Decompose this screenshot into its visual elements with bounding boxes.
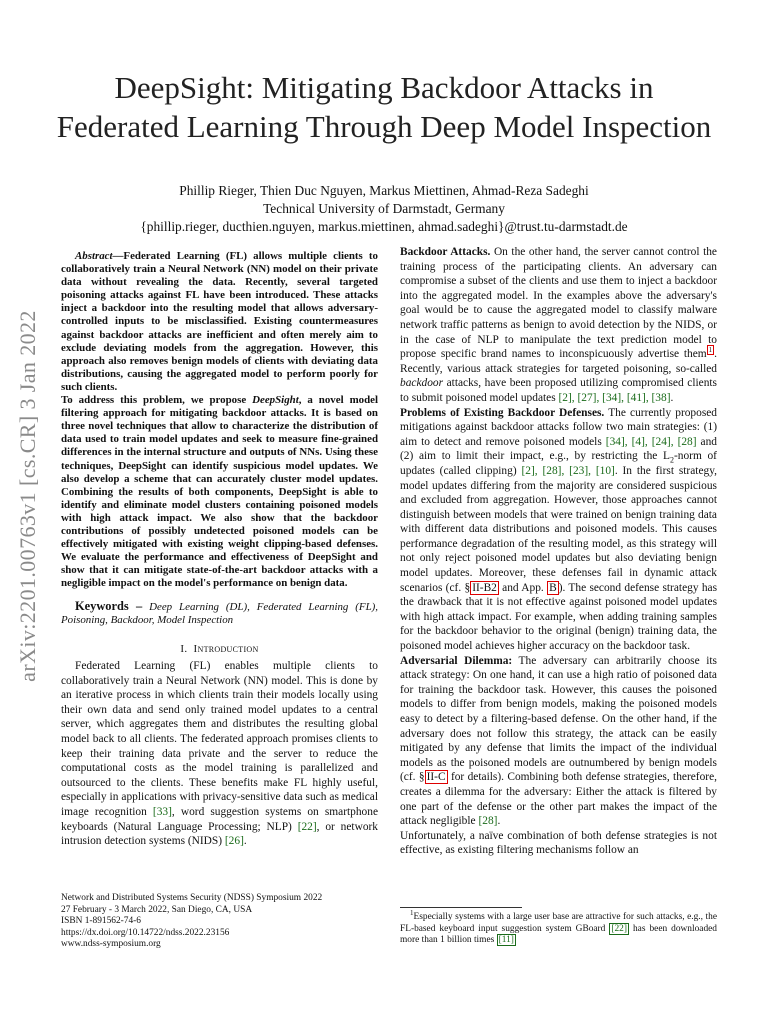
arxiv-id: arXiv:2201.00763v1 [cs.CR] 3 Jan 2022	[15, 310, 40, 682]
citation-link[interactable]: [11]	[498, 935, 514, 946]
citation-links[interactable]: [34], [4], [24], [28]	[605, 435, 697, 448]
venue-website-link[interactable]: www.ndss-symposium.org	[61, 939, 161, 950]
right-text-1: On the other hand, the server cannot control the training process of the participating clients. An adversary can compromise a subset of the clients and use them to inject a backdoor into the aggregated model. In the examples above the adversary's goal would be to cause the aggregated model to classify malware network traffic patterns as benign to avoid detection by the NIDS, or in the case of NLP to manipulate the text prediction model to propose specific brand names to inconspicuously advertise them	[400, 246, 717, 361]
arxiv-stamp	[14, 286, 42, 706]
footnote-mark: 1	[410, 908, 414, 917]
citation-link[interactable]: [22]	[297, 820, 317, 833]
title-line-2: Federated Learning Through Deep Model Inspection	[56, 109, 712, 144]
venue-line: ISBN 1-891562-74-6	[61, 916, 141, 927]
venue-info	[61, 893, 391, 951]
footnote-text	[400, 908, 717, 947]
right-text-3b: for details). Combining both defense strategies, therefore, creates a dilemma for the adversary: Either the attack is filtered by one part of the defense or the other part makes the impact of the attack negligible	[400, 771, 717, 828]
intro-text-3: , or network intrusion detection systems (NIDS)	[61, 820, 379, 848]
backdoor-attacks-heading: Backdoor Attacks.	[400, 246, 491, 258]
section-heading	[61, 643, 378, 655]
defenses-heading: Problems of Existing Backdoor Defenses.	[400, 406, 605, 419]
citation-link[interactable]: [33]	[152, 805, 172, 818]
footnote-text-1: Especially systems with a large user base are attractive for such attacks, e.g., the FL-based keyboard input suggestion system GBoard	[400, 912, 717, 934]
intro-paragraph	[61, 659, 378, 849]
citation-links[interactable]: [2], [27], [34], [41], [38]	[558, 391, 671, 404]
footnote	[400, 908, 717, 947]
citation-link[interactable]: [28]	[478, 815, 498, 828]
right-text-2f: ). The second defense strategy has the drawback that it is not effective against poisoned model updates with high attack impact. For example, when adding training samples for the backdoor behavior to the original (benign) training data, the poisoned model achieves higher accuracy on the backdoor task.	[400, 581, 718, 653]
right-text-1-em: backdoor	[400, 377, 444, 390]
paper-title	[0, 68, 768, 146]
keywords	[61, 600, 378, 627]
keywords-text: Deep Learning (DL), Federated Learning (FL), Poisoning, Backdoor, Model Inspection	[61, 601, 378, 627]
citation-link[interactable]: [26]	[224, 835, 244, 848]
footnote-text-2: has been downloaded more than 1 billion times	[400, 923, 717, 946]
section-ref-link[interactable]: II-B2	[472, 581, 497, 594]
author-affiliation: Technical University of Darmstadt, Germany	[263, 201, 505, 216]
citation-links[interactable]: [2], [28], [23], [10]	[521, 464, 615, 477]
right-column	[400, 245, 717, 858]
naive-combination-paragraph: Unfortunately, a naïve combination of both defense strategies is not effective, as existing filtering mechanisms follow an	[400, 829, 717, 857]
appendix-ref-link[interactable]: B	[549, 581, 557, 594]
right-text-2b: and (2) aim to limit their impact, e.g., by restricting the L	[400, 435, 717, 463]
dilemma-paragraph: Adversarial Dilemma: The adversary can arbitrarily choose its attack strategy: On one hand, it can use a high ratio of poisoned data for training the backdoor task. However, this causes the poisoned models to differ from benign models, making the poisoned models easy to detect by a filtering-based defense. On the other hand, if the adversary does not follow this strategy, the attack can be easily mitigated by any defense that limits the impact of the individual models as the poisoned models are outnumbered by benign models (cf. § II-C for details). Combining both defense strategies, therefore, creates a dilemma for the adversary: Either the attack is filtered by one part of the defense or the other part makes the impact of the attack negligible [28].	[400, 654, 717, 828]
citation-link[interactable]: [22]	[611, 923, 627, 934]
dilemma-heading: Adversarial Dilemma:	[400, 654, 513, 667]
footnote-rule	[400, 907, 522, 908]
abstract-text-1: Federated Learning (FL) allows multiple clients to collaboratively train a Neural Network (NN) model on their private data without revealing the data. Recently, several targeted poisoning attacks against FL have been introduced. These attacks inject a backdoor into the resulting model that allows adversary-controlled inputs to be misclassified. Existing countermeasures against backdoor attacks are inefficient and often merely aim to exclude deviating models from the aggregation. However, this approach also removes benign models of clients with deviating data distributions, causing the aggregated model to perform poorly for such clients.	[61, 250, 378, 393]
intro-text-4: .	[243, 835, 247, 848]
author-emails: {phillip.rieger, ducthien.nguyen, markus.miettinen, ahmad.sadeghi}@trust.tu-darmstadt.de	[140, 219, 628, 234]
abstract-text-2b: , a novel model filtering approach for mitigating backdoor attacks. It is based on three novel techniques that allow to characterize the distribution of data used to train model updates and seek to measure fine-grained differences in the internal structure and outputs of NNs. Using these techniques, DeepSight can identify suspicious model updates. We also develop a scheme that can accurately cluster model updates. Combining the results of both components, DeepSight is able to identify and eliminate model clusters containing poisoned models with high attack impact. We also show that the backdoor contributions of possibly undetected poisoned models can be effectively mitigated with existing weight clipping-based defenses. We evaluate the performance and effectiveness of DeepSight and show that it can mitigate state-of-the-art backdoor attacks with a negligible impact on the model's performance on benign data.	[61, 394, 378, 590]
norm-subscript: 2	[669, 455, 674, 465]
right-text-2: The currently proposed mitigations against backdoor attacks follow two main strategies: (1) aim to detect and remove poisoned models	[400, 406, 718, 448]
section-title: Introduction	[193, 643, 259, 655]
right-text-1c: attacks, have been proposed utilizing compromised clients to submit poisoned model updates	[400, 377, 717, 404]
right-text-2d: . In the first strategy, model updates differing from the majority are considered suspicious and excluded from aggregation. However, those approaches cannot distinguish between models that were trained on benign training data with different data distributions and poisoned models. This causes performance degradation of the resulting model, as this strategy will not only reject poisoned model updates but also deviating benign model updates. Moreover, these defenses fail in dynamic attack scenarios (cf. §	[400, 464, 717, 594]
right-text-2e: and App.	[498, 581, 548, 594]
keywords-label: Keywords –	[75, 599, 143, 613]
abstract-text-2a: To address this problem, we propose	[61, 394, 253, 407]
abstract-paragraph-1	[61, 250, 378, 394]
abstract-label: Abstract	[75, 250, 113, 262]
author-block	[0, 182, 768, 236]
abstract-paragraph-2	[61, 394, 378, 590]
author-names: Phillip Rieger, Thien Duc Nguyen, Markus Miettinen, Ahmad-Reza Sadeghi	[179, 183, 589, 198]
venue-line: Network and Distributed Systems Security (NDSS) Symposium 2022	[61, 893, 323, 903]
section-number: I.	[180, 643, 188, 655]
right-text-2c: -norm of updates (called clipping)	[400, 450, 717, 477]
introduction	[61, 659, 378, 849]
venue-line: 27 February - 3 March 2022, San Diego, CA, USA	[61, 904, 253, 915]
title-line-1: DeepSight: Mitigating Backdoor Attacks in	[114, 70, 654, 105]
abstract	[61, 250, 378, 590]
venue-doi-link[interactable]: https://dx.doi.org/10.14722/ndss.2022.23156	[61, 927, 230, 938]
abstract-dash: —	[112, 250, 124, 262]
intro-text-2: , word suggestion systems on smartphone keyboards (Natural Language Processing; NLP)	[61, 805, 378, 833]
right-text-1b: . Recently, various attack strategies for targeted poisoning, so-called	[400, 348, 717, 375]
abstract-text-2-em: DeepSight	[252, 394, 299, 407]
footnote-link[interactable]: 1	[708, 346, 713, 355]
intro-text-1: Federated Learning (FL) enables multiple clients to collaboratively train a Neural Network (NN) model. This is done by an iterative process in which clients train their models locally using their own data and send only trained model updates to a central server, which aggregates them and distributes the resulting global model back to all clients. The federated approach promises clients to keep their training data private and the server to reduce the computational costs as the model training is parallelized and outsourced to the clients. These benefits make FL highly useful, especially in applications with privacy-sensitive data such as medical image recognition	[61, 660, 378, 818]
backdoor-attacks-paragraph: Backdoor Attacks. On the other hand, the server cannot control the training process of the participating clients. An adversary can compromise a subset of the clients and use them to inject a backdoor into the aggregated model. In the examples above the adversary's goal would be to cause the aggregated model to classify malware network traffic patterns as benign to avoid detection by the NIDS, or in the case of NLP to manipulate the text prediction model to propose specific brand names to inconspicuously advertise them $^1$ . Recently, various attack strategies for targeted poisoning, so-called backdoor attacks, have been proposed utilizing compromised clients to submit poisoned model updates [2], [27], [34], [41], [38].	[400, 246, 717, 404]
section-ref-link[interactable]: II-C	[426, 771, 446, 784]
defenses-paragraph	[400, 406, 717, 654]
right-text-3: The adversary can arbitrarily choose its attack strategy: On one hand, it can use a high ratio of poisoned data for training the backdoor task. However, this causes the poisoned models to differ from benign models, making the poisoned models easy to detect by a filtering-based defense. On the other hand, if the adversary does not follow this strategy, the attack can be easily mitigated by any defense that limits the impact of the individual models as the poisoned models are outnumbered by benign models (cf. §	[400, 654, 717, 784]
